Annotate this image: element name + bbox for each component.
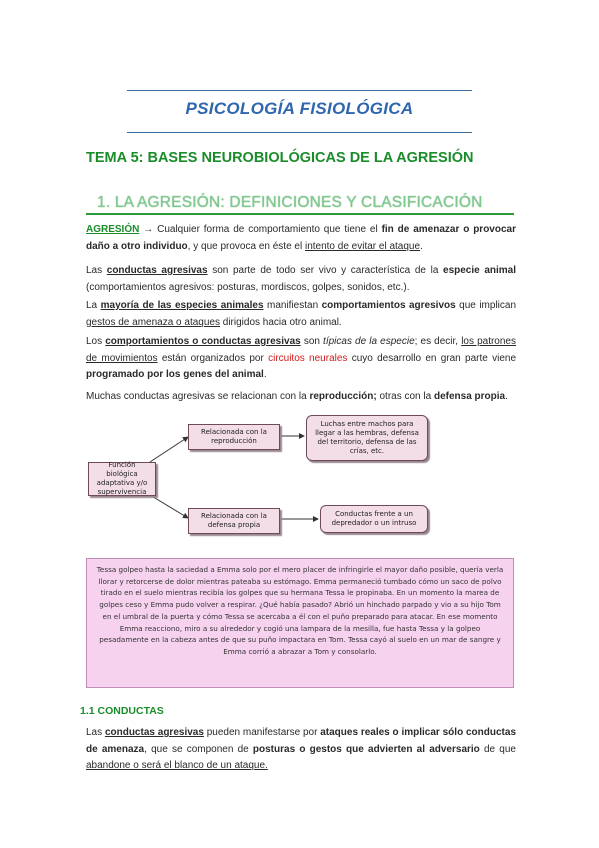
arrow-to-reproduction (150, 437, 188, 462)
text: que implican (455, 300, 517, 311)
text: otras con la (376, 391, 434, 402)
underlined-text: abandone o será el blanco de un ataque. (86, 760, 268, 771)
text: ; es decir, (414, 336, 462, 347)
bold-text: ataques reales o implicar sólo conductas de amenaza (86, 727, 516, 755)
paragraph-6 (86, 725, 516, 775)
underlined-text: intento de evitar el ataque (304, 240, 421, 252)
diagram-leaf-defense: Conductas frente a un depredador o un intruso (320, 505, 428, 533)
diagram-node-defense: Relacionada con la defensa propia (188, 508, 280, 534)
section-heading: 1. LA AGRESIÓN: DEFINICIONES Y CLASIFICACIÓN (97, 194, 483, 211)
text: Muchas conductas agresivas se relacionan con la (86, 391, 310, 402)
term-agresion: AGRESIÓN (86, 224, 140, 235)
text: manifiestan (263, 300, 322, 311)
text: son (300, 336, 324, 347)
arrow-text: → (139, 224, 158, 235)
text: de que (479, 743, 516, 755)
text: son parte de todo ser vivo y característica de la (207, 265, 444, 276)
red-text: circuitos neurales (268, 352, 348, 364)
bold-text: comportamientos agresivos (321, 300, 456, 311)
story-example-box: Tessa golpeo hasta la saciedad a Emma solo por el mero placer de infringirle el mayor daño posible, quería verla llorar y retorcerse de dolor mientras pateaba su estómago. Emma permaneció tumbado cómo un saco de polvo tirado en el suelo mientras recibía los golpes que su hermana Tessa le propinaba. En un momento la marea de golpes ceso y Emma pudo volver a respirar. ¿Qué había pasado? Abrió un hinchado parpado y vio a su hijo Tom en el umbral de la puerta y cómo Tessa se acercaba a él con el puño preparado para atacar. En ese momento Emma reacciono, miro a su alrededor y cogió una lampara de la mesilla, fue hasta Tessa y la golpeo pesadamente en la cabeza antes de que su puño impactara en Tom. Tessa cayó al suelo en un mar de sangre y Emma corrió a abrazar a Tom y consolarlo. (86, 558, 514, 688)
text: Los (86, 336, 106, 347)
chapter-heading: TEMA 5: BASES NEUROBIOLÓGICAS DE LA AGRESIÓN (86, 150, 474, 166)
text: , y que provoca en éste el (187, 240, 305, 252)
bold-underlined-text: mayoría de las especies animales (100, 300, 264, 311)
text: pueden manifestarse por (203, 727, 321, 738)
arrow-to-defense (150, 495, 188, 518)
underlined-text: gestos de amenaza o ataques (86, 316, 220, 328)
text: . (263, 369, 267, 380)
diagram-root-node: Función biológica adaptativa y/o supervivencia (88, 462, 156, 496)
text: Las (86, 265, 107, 276)
text: dirigidos hacia otro animal. (219, 316, 342, 328)
subsection-heading: 1.1 CONDUCTAS (80, 705, 164, 717)
bold-text: programado por los genes del animal (86, 369, 264, 380)
text: Las (86, 727, 105, 738)
text: (comportamientos agresivos: posturas, mordiscos, golpes, sonidos, etc.). (86, 281, 410, 293)
text: . (420, 240, 423, 252)
text: . (505, 391, 508, 402)
bold-text: defensa propia (433, 391, 506, 402)
text: La (86, 300, 101, 311)
italic-text: típicas de la especie (323, 336, 415, 347)
bold-underlined-text: conductas agresivas (106, 265, 208, 276)
bold-text: fin de amenazar o provocar daño a otro individuo (86, 224, 516, 252)
underlined-text: los patrones de movimientos (86, 336, 516, 364)
text: , que se componen de (144, 743, 253, 755)
text: están organizados por (157, 352, 269, 364)
bold-text: reproducción; (309, 391, 377, 402)
document-title: PSICOLOGÍA FISIOLÓGICA (185, 99, 414, 118)
diagram-leaf-reproduction: Luchas entre machos para llegar a las hembras, defensa del territorio, defensa de las crías, etc. (306, 415, 428, 461)
bold-text: especie animal (443, 265, 517, 276)
text: Cualquier forma de comportamiento que tiene el (157, 224, 382, 235)
bold-text: posturas o gestos que advierten al adversario (252, 743, 480, 755)
text: cuyo desarrollo en gran parte viene (347, 352, 517, 364)
bold-underlined-text: comportamientos o conductas agresivas (105, 336, 301, 347)
diagram-node-reproduction: Relacionada con la reproducción (188, 424, 280, 450)
bold-underlined-text: conductas agresivas (104, 727, 204, 738)
